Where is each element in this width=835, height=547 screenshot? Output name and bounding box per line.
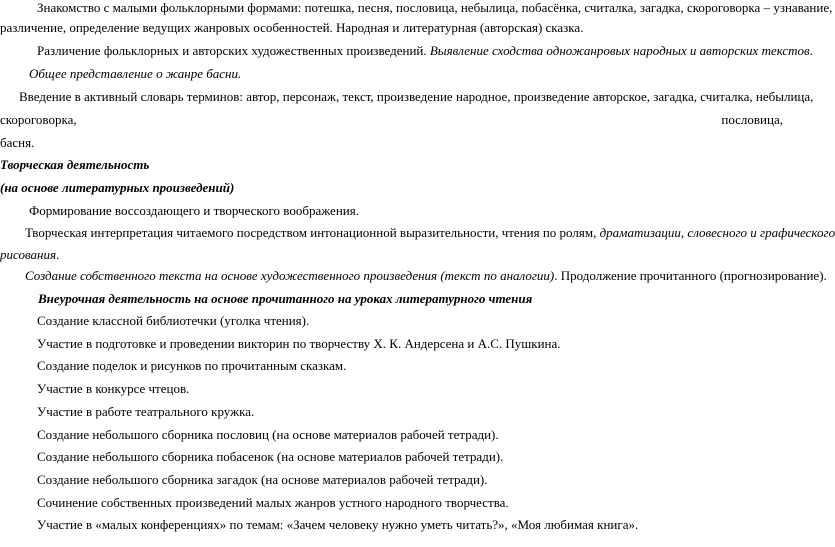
list-item: Участие в подготовке и проведении викторин по творчеству Х. К. Андерсена и А.С. Пушкина. — [37, 336, 561, 351]
p6-line1 — [25, 225, 835, 241]
p4-line1: Введение в активный словарь терминов: автор, персонаж, текст, произведение народное, произведение авторское, загадка, считалка, небылица, — [19, 89, 814, 104]
p6-normal: Творческая интерпретация читаемого посредством интонационной выразительности, чтения по ролям, — [25, 225, 600, 240]
p2-normal: Различение фольклорных и авторских художественных произведений. — [37, 43, 430, 58]
list-item: Создание небольшого сборника загадок (на основе материалов рабочей тетради). — [37, 472, 488, 487]
p1-line2: различение, определение ведущих жанровых особенностей. Народная и литературная (авторская) сказка. — [0, 20, 584, 35]
p4-line2-right: пословица, — [721, 112, 783, 127]
p4-line2-left: скороговорка, — [0, 112, 77, 127]
list-item: Создание небольшого сборника пословиц (на основе материалов рабочей тетради). — [37, 427, 499, 442]
p6-line2-italic: рисования — [0, 247, 56, 262]
p5: Формирование воссоздающего и творческого воображения. — [29, 203, 359, 218]
p2-italic: Выявление сходства одножанровых народных и авторских текстов — [429, 43, 810, 58]
p6-line2 — [0, 247, 816, 263]
p2-end: . — [809, 43, 813, 58]
list-item: Создание поделок и рисунков по прочитанным сказкам. — [37, 358, 347, 373]
list-item: Участие в конкурсе чтецов. — [37, 381, 190, 396]
p3: Общее представление о жанре басни. — [29, 66, 242, 81]
list-item: Участие в «малых конференциях» по темам: «Зачем человеку нужно уметь читать?», «Моя любимая книга». — [37, 517, 639, 532]
p6-line2-end: . — [56, 247, 60, 262]
p7 — [25, 268, 827, 284]
p4-line3: басня. — [0, 135, 35, 150]
heading-extracurricular: Внеурочная деятельность на основе прочитанного на уроках литературного чтения — [38, 291, 533, 306]
list-item: Создание небольшого сборника побасенок (на основе материалов рабочей тетради). — [37, 449, 504, 464]
p2 — [37, 43, 816, 59]
list-item: Сочинение собственных произведений малых жанров устного народного творчества. — [37, 495, 509, 510]
p7-italic: Создание собственного текста на основе художественного произведения (текст по аналогии) — [25, 268, 555, 283]
p1-line1: Знакомство с малыми фольклорными формами: потешка, песня, пословица, небылица, побасёнка, считалка, загадка, скороговорка – узнавание, — [37, 0, 833, 15]
p6-comma: , — [680, 225, 688, 240]
heading-creative: Творческая деятельность — [0, 157, 150, 172]
p6-italic2: словесного и графического — [687, 225, 835, 240]
p7-normal: . Продолжение прочитанного (прогнозирование). — [554, 268, 827, 283]
list-item: Участие в работе театрального кружка. — [37, 404, 255, 419]
p4-line2 — [0, 112, 783, 128]
list-item: Создание классной библиотечки (уголка чтения). — [37, 313, 310, 328]
p6-italic1: драматизации — [599, 225, 681, 240]
heading-creative-sub: (на основе литературных произведений) — [0, 180, 235, 195]
